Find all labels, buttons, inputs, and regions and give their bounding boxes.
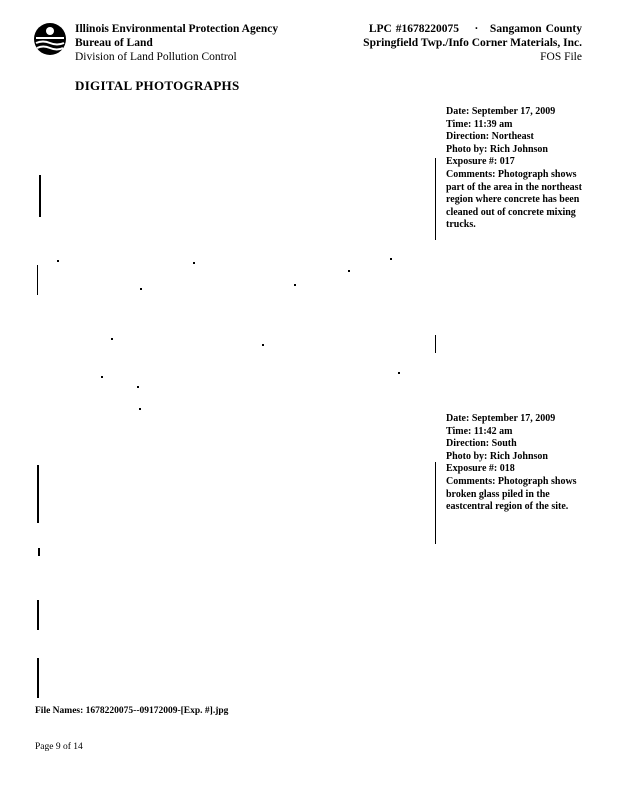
scan-edge-line — [435, 462, 436, 544]
scan-speck — [57, 260, 59, 262]
scan-speck — [390, 258, 392, 260]
scan-speck — [111, 338, 113, 340]
file-type: FOS File — [540, 51, 582, 63]
bureau-name: Bureau of Land — [75, 37, 153, 49]
scan-speck — [139, 408, 141, 410]
photo-direction: Direction: Northeast — [446, 131, 534, 143]
scan-edge-line — [38, 548, 40, 556]
scan-edge-line — [435, 158, 436, 240]
scan-edge-line — [37, 658, 39, 698]
site-name: Springfield Twp./Info Corner Materials, Inc. — [363, 37, 582, 49]
agency-block — [75, 22, 278, 64]
photo-caption-1 — [446, 106, 586, 232]
lpc-county-row — [363, 22, 582, 36]
page-number: Page 9 of 14 — [35, 742, 83, 752]
division-name: Division of Land Pollution Control — [75, 51, 237, 63]
scan-speck — [398, 372, 400, 374]
photo-time: Time: 11:39 am — [446, 118, 513, 130]
scan-edge-line — [37, 600, 39, 630]
separator: · — [462, 23, 487, 35]
photo-comments: Comments: Photograph shows broken glass piled in the eastcentral region of the site. — [446, 475, 577, 513]
scan-edge-line — [435, 335, 436, 353]
scan-edge-line — [37, 265, 38, 295]
scan-speck — [262, 344, 264, 346]
scan-speck — [294, 284, 296, 286]
page-title: DIGITAL PHOTOGRAPHS — [75, 78, 240, 93]
photo-by: Photo by: Rich Johnson — [446, 450, 548, 462]
photo-by: Photo by: Rich Johnson — [446, 143, 548, 155]
agency-name: Illinois Environmental Protection Agency — [75, 23, 279, 35]
photo-date: Date: September 17, 2009 — [446, 106, 556, 117]
iepa-logo-icon — [33, 22, 67, 56]
photo-time: Time: 11:42 am — [446, 425, 513, 437]
scan-speck — [137, 386, 139, 388]
scan-edge-line — [37, 465, 39, 523]
photo-exposure: Exposure #: 017 — [446, 156, 515, 168]
photo-caption-2 — [446, 413, 586, 514]
photo-comments: Comments: Photograph shows part of the area in the northeast region where concrete has been cleaned out of concrete mixing trucks. — [446, 168, 582, 231]
lpc-number: LPC #1678220075 — [368, 23, 459, 35]
scan-speck — [101, 376, 103, 378]
scan-speck — [140, 288, 142, 290]
photo-exposure: Exposure #: 018 — [446, 463, 515, 475]
photo-direction: Direction: South — [446, 438, 517, 450]
file-names: File Names: 1678220075--09172009-[Exp. #].jpg — [35, 706, 229, 716]
photo-date: Date: September 17, 2009 — [446, 413, 556, 424]
county-name: Sangamon County — [489, 23, 582, 35]
scan-edge-line — [39, 175, 41, 217]
site-header — [363, 22, 582, 64]
scan-speck — [193, 262, 195, 264]
scan-speck — [348, 270, 350, 272]
